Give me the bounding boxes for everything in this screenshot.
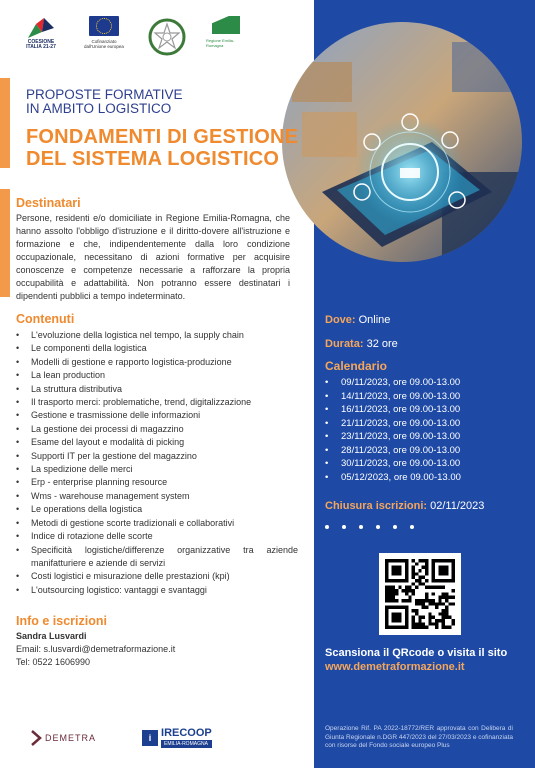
calendar-item: • 21/11/2023, ore 09.00-13.00 xyxy=(325,417,461,431)
list-item: • La lean production xyxy=(16,369,298,382)
logistics-photo xyxy=(282,22,522,262)
header-accent-bar xyxy=(0,78,10,168)
contact-info xyxy=(16,630,175,669)
destinatari-heading: Destinatari xyxy=(16,196,81,210)
calendar-heading: Calendario xyxy=(325,359,388,373)
contenuti-list xyxy=(16,329,298,597)
list-item: • Supporti IT per la gestione del magazzino xyxy=(16,450,298,463)
coesione-italia-logo: COESIONE ITALIA 21-27 xyxy=(20,16,62,56)
scan-instruction: Scansiona il QRcode o visita il sito xyxy=(325,647,508,659)
list-item: • Erp - enterprise planning resource xyxy=(16,476,298,489)
emilia-romagna-logo-icon xyxy=(212,16,240,34)
list-item: • Metodi di gestione scorte tradizionali e collaborativi xyxy=(16,517,298,530)
list-item: • Le componenti della logistica xyxy=(16,342,298,355)
list-item: • L'outsourcing logistico: vantaggi e svantaggi xyxy=(16,584,298,597)
list-item: • L'evoluzione della logistica nel tempo, la supply chain xyxy=(16,329,298,342)
eu-flag-icon xyxy=(89,16,119,36)
legal-note: Operazione Rif. PA 2022-18772/RER approvata con Delibera di Giunta Regionale n.DGR 447/2023 del 27/03/2023 e cofinanziata con risorse del Fondo sociale europeo Plus xyxy=(325,725,513,749)
decorative-dots xyxy=(325,525,414,529)
organizer-logos xyxy=(30,728,212,748)
list-item: • Costi logistici e misurazione delle prestazioni (kpi) xyxy=(16,570,298,583)
page-title: FONDAMENTI DI GESTIONE DEL SISTEMA LOGISTICO xyxy=(26,126,299,170)
calendar-item: • 05/12/2023, ore 09.00-13.00 xyxy=(325,471,461,485)
list-item: • La spedizione delle merci xyxy=(16,463,298,476)
contact-phone[interactable]: Tel: 0522 1606990 xyxy=(16,657,91,667)
website-link[interactable]: www.demetraformazione.it xyxy=(325,661,465,673)
calendar-item: • 23/11/2023, ore 09.00-13.00 xyxy=(325,430,461,444)
demetra-logo-icon xyxy=(30,730,42,746)
calendar-item: • 16/11/2023, ore 09.00-13.00 xyxy=(325,403,461,417)
contact-name: Sandra Lusvardi xyxy=(16,631,87,641)
partner-logos xyxy=(20,16,246,58)
calendar-list xyxy=(325,376,461,484)
list-item: • Esame del layout e modalità di picking xyxy=(16,436,298,449)
destinatari-text: Persone, residenti e/o domiciliate in Regione Emilia-Romagna, che hanno assolto l'obbligo d'istruzione e il diritto-dovere all'istruzione e formazione e che, indipendentemente dalla loro condizione occupazionale, necessitano di azioni formative per acquisire conoscenze e competenze necessarie a rafforzare la propria occupabilità e adattabilità. Non potranno essere destinatari i dipendenti pubblici a tempo indeterminato. xyxy=(16,213,290,301)
italian-republic-emblem-icon xyxy=(146,16,188,58)
header-subtitle: PROPOSTE FORMATIVE IN AMBITO LOGISTICO xyxy=(26,87,183,116)
list-item: • Indice di rotazione delle scorte xyxy=(16,530,298,543)
info-heading: Info e iscrizioni xyxy=(16,614,107,628)
qr-code[interactable] xyxy=(379,553,461,635)
calendar-item: • 28/11/2023, ore 09.00-13.00 xyxy=(325,444,461,458)
calendar-item: • 30/11/2023, ore 09.00-13.00 xyxy=(325,457,461,471)
list-item: • La struttura distributiva xyxy=(16,383,298,396)
list-item: • Il trasporto merci: problematiche, trend, digitalizzazione xyxy=(16,396,298,409)
irecoop-logo: i IRECOOP EMILIA-ROMAGNA xyxy=(142,728,212,748)
duration-info: Durata: 32 ore xyxy=(325,338,398,350)
eu-cofinanced-logo: Cofinanziato dall'Unione europea xyxy=(80,16,128,56)
destinatari-accent-bar xyxy=(0,189,10,297)
emilia-romagna-logo: Regione Emilia-Romagna xyxy=(206,16,246,56)
list-item: • Le operations della logistica xyxy=(16,503,298,516)
list-item: • Modelli di gestione e rapporto logistica-produzione xyxy=(16,356,298,369)
calendar-item: • 09/11/2023, ore 09.00-13.00 xyxy=(325,376,461,390)
irecoop-logo-icon: i xyxy=(142,730,158,746)
calendar-item: • 14/11/2023, ore 09.00-13.00 xyxy=(325,390,461,404)
registration-deadline: Chiusura iscrizioni: 02/11/2023 xyxy=(325,500,485,512)
list-item: • Specificità logistiche/differenze organizzative tra aziende manifatturiere e aziende di servizi xyxy=(16,544,298,571)
location-info: Dove: Online xyxy=(325,314,391,326)
demetra-logo: DEMETRA xyxy=(30,730,96,746)
coesione-logo-icon xyxy=(28,18,54,38)
list-item: • La gestione dei processi di magazzino xyxy=(16,423,298,436)
list-item: • Wms - warehouse management system xyxy=(16,490,298,503)
contenuti-heading: Contenuti xyxy=(16,312,75,326)
list-item: • Gestione e trasmissione delle informazioni xyxy=(16,409,298,422)
qr-code-icon xyxy=(385,559,455,629)
contact-email[interactable]: Email: s.lusvardi@demetraformazione.it xyxy=(16,644,176,654)
